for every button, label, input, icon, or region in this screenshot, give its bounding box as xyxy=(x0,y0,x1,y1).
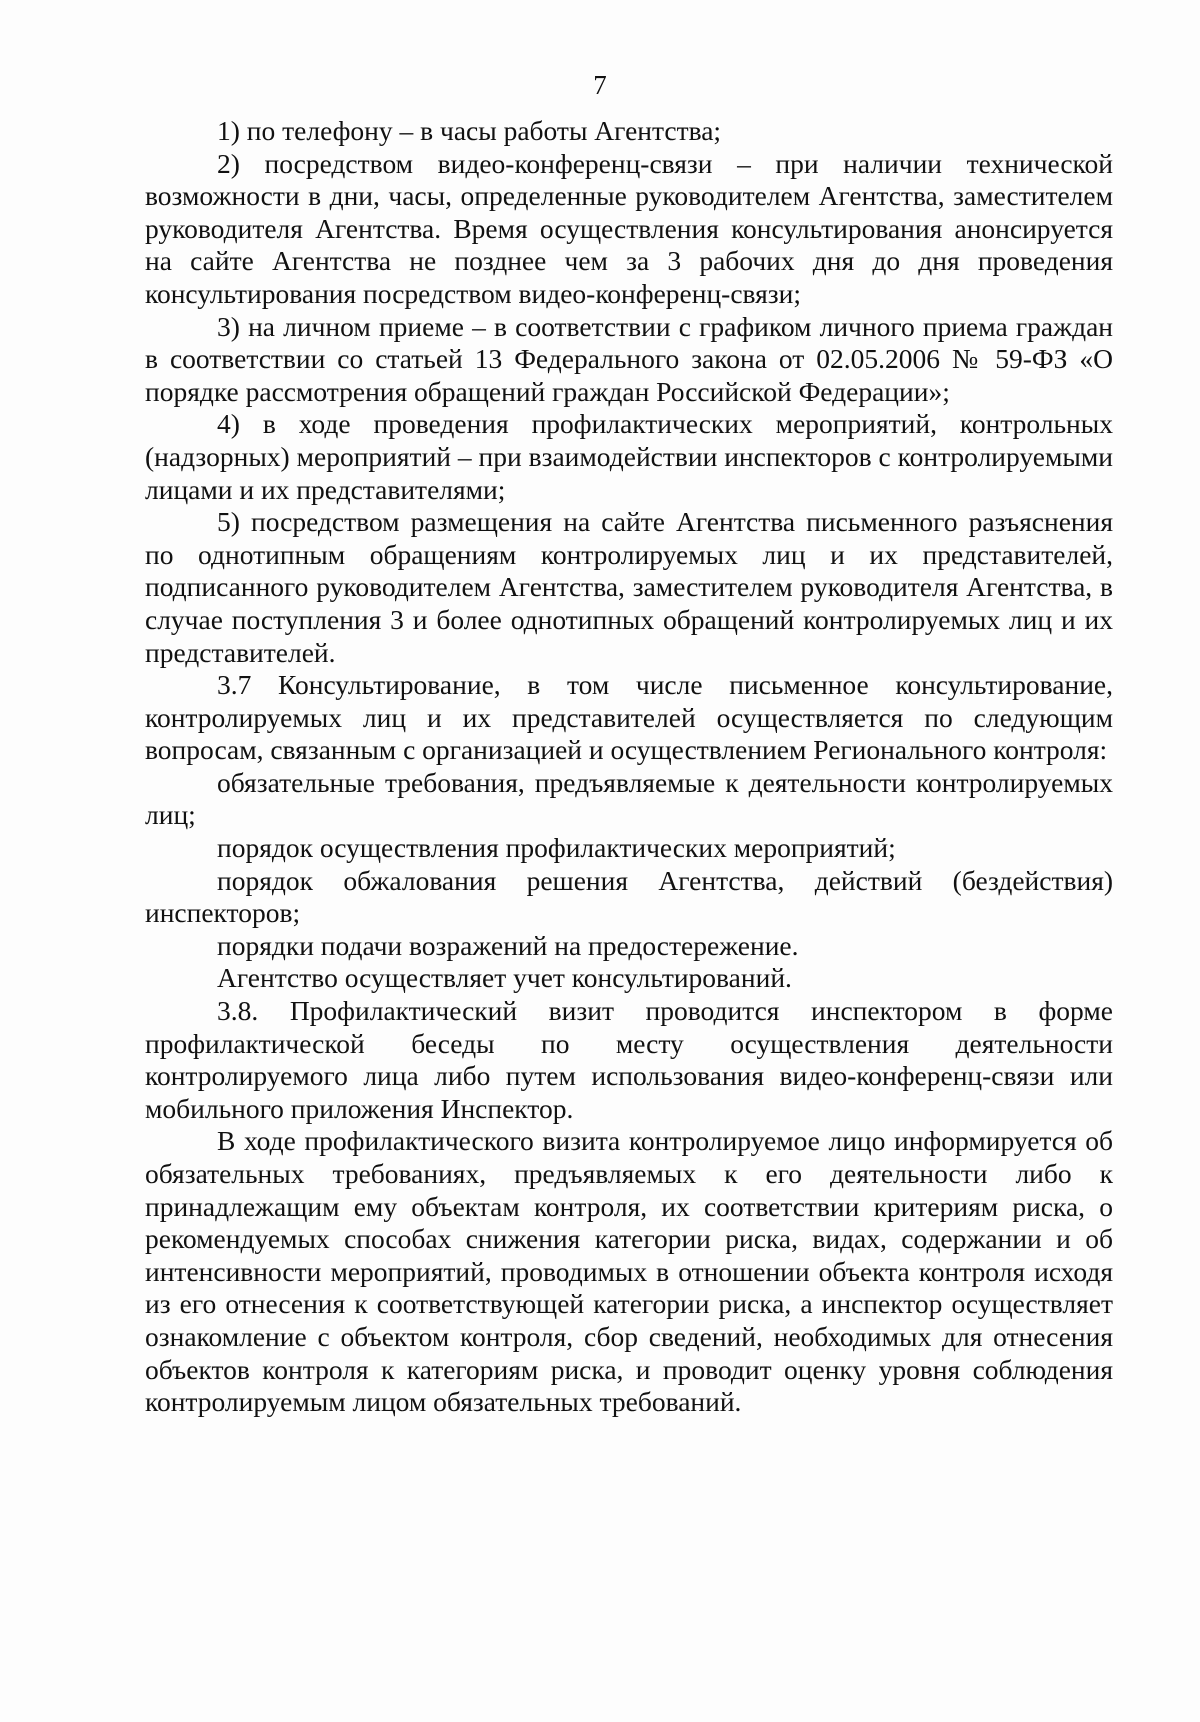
paragraph-consult-personal: 3) на личном приеме – в соответствии с графиком личного приема граждан в соответствии со статьей 13 Федерального закона от 02.05.2006 № 59-ФЗ «О порядке рассмотрения обращений граждан Российской Федерации»; xyxy=(145,310,1113,407)
paragraph-topic-requirements: обязательные требования, предъявляемые к деятельности контролируемых лиц; xyxy=(145,766,1113,831)
paragraph-accounting: Агентство осуществляет учет консультирований. xyxy=(217,962,792,994)
paragraph-consult-phone: 1) по телефону – в часы работы Агентства; xyxy=(217,115,722,146)
paragraph-section-3-7: 3.7 Консультирование, в том числе письменное консультирование, контролируемых лиц и их представителей осуществляется по следующим вопросам, связанным с организацией и осуществлением Регионального контроля: xyxy=(145,669,1113,766)
paragraph-consult-video: 2) посредством видео-конференц-связи – при наличии технической возможности в дни, часы, определенные руководителем Агентства, заместителем руководителя Агентства. Время осуществления консультирования анонсируется на сайте Агентства не позднее чем за 3 рабочих дня до дня проведения консультирования посредством видео-конференц-связи; xyxy=(145,147,1113,309)
page-number: 7 xyxy=(593,70,607,100)
paragraph-consult-events: 4) в ходе проведения профилактических мероприятий, контрольных (надзорных) мероприятий – при взаимодействии инспекторов с контролируемыми лицами и их представителями; xyxy=(145,408,1113,505)
paragraph-section-3-8: 3.8. Профилактический визит проводится инспектором в форме профилактической беседы по месту осуществления деятельности контролируемого лица либо путем использования видео-конференц-связи или мобильного приложения Инспектор. xyxy=(145,995,1113,1124)
paragraph-topic-appeal: порядок обжалования решения Агентства, действий (бездействия) инспекторов; xyxy=(145,864,1113,929)
paragraph-consult-website: 5) посредством размещения на сайте Агентства письменного разъяснения по однотипным обращениям контролируемых лиц и их представителей, подписанного руководителем Агентства, заместителем руководителя Агентства, в случае поступления 3 и более однотипных обращений контролируемых лиц и их представителей. xyxy=(145,506,1113,668)
document-body xyxy=(145,115,1113,1419)
paragraph-topic-objections: порядки подачи возражений на предостережение. xyxy=(217,929,799,961)
paragraph-visit-details: В ходе профилактического визита контролируемое лицо информируется об обязательных требованиях, предъявляемых к его деятельности либо к принадлежащим ему объектам контроля, их соответствии критериям риска, о рекомендуемых способах снижения категории риска, видах, содержании и об интенсивности мероприятий, проводимых в отношении объекта контроля исходя из его отнесения к соответствующей категории риска, а инспектор осуществляет ознакомление с объектом контроля, сбор сведений, необходимых для отнесения объектов контроля к категориям риска, и проводит оценку уровня соблюдения контролируемым лицом обязательных требований. xyxy=(145,1125,1113,1418)
paragraph-topic-procedure: порядок осуществления профилактических мероприятий; xyxy=(217,832,896,864)
